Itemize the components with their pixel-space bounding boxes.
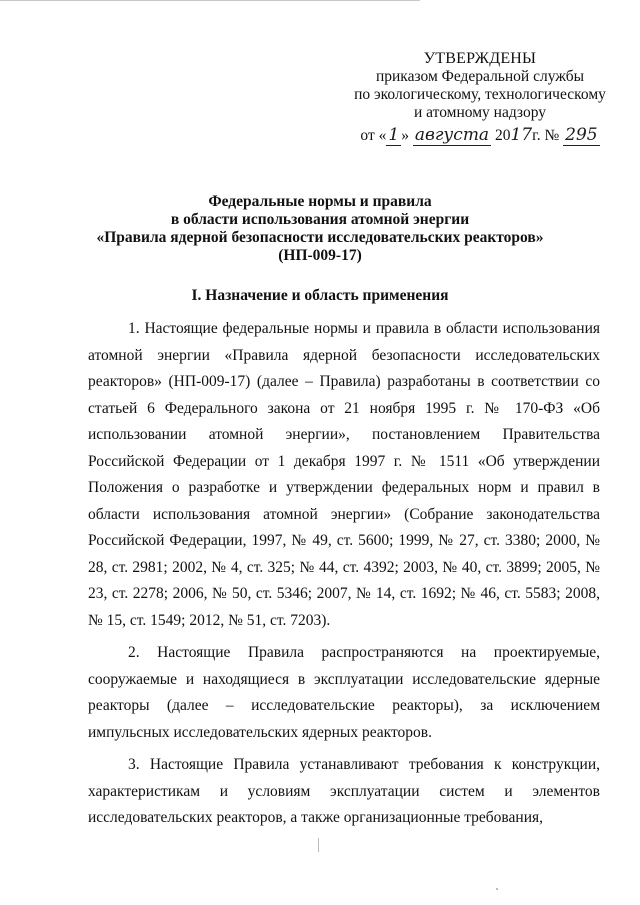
approval-date-line <box>340 126 620 145</box>
handwritten-month: августа <box>414 125 490 145</box>
paragraph-1: 1. Настоящие федеральные нормы и правила в области использования атомной энергии «Правила ядерной безопасности исследовательских реакторов» (НП-009-17) (далее – Правила) разработаны в соответствии со статьей 6 Федерального закона от 21 ноября 1995 г. № 170-ФЗ «Об использовании атомной энергии», постановлением Правительства Российской Федерации от 1 декабря 1997 г. № 1511 «Об утверждении Положения о разработке и утверждении федеральных норм и правил в области использования атомной энергии» (Собрание законодательства Российской Федерации, 1997, № 49, ст. 5600; 1999, № 27, ст. 3380; 2000, № 28, ст. 2981; 2002, № 4, ст. 325; № 44, ст. 4392; 2003, № 40, ст. 3899; 2005, № 23, ст. 2278; 2006, № 50, ст. 5346; 2007, № 14, ст. 1692; № 46, ст. 5583; 2008, № 15, ст. 1549; 2012, № 51, ст. 7203). <box>88 320 600 629</box>
year-prefix: 20 <box>494 127 511 144</box>
approval-line-3: и атомному надзору <box>414 104 546 121</box>
title-line-4: (НП-009-17) <box>278 247 362 264</box>
title-line-1: Федеральные нормы и правила <box>208 193 432 210</box>
title-line-3: «Правила ядерной безопасности исследовательских реакторов» <box>96 229 544 246</box>
scan-artifact <box>496 888 498 890</box>
section-heading: I. Назначение и область применения <box>191 287 449 304</box>
handwritten-number: 295 <box>565 125 598 145</box>
approval-line-2: по экологическому, технологическому <box>354 86 606 103</box>
year-tail: г. № <box>532 127 560 144</box>
scan-artifact <box>318 838 319 852</box>
date-separator: » <box>401 127 409 144</box>
handwritten-year: 17 <box>510 125 533 145</box>
scan-edge-line <box>0 0 420 1</box>
document-title <box>60 193 580 265</box>
approval-line-1: приказом Федеральной службы <box>375 68 585 85</box>
date-prefix: от « <box>360 127 387 144</box>
body-text <box>88 316 600 838</box>
approval-stamp <box>340 50 620 145</box>
title-line-2: в области использования атомной энергии <box>170 211 470 228</box>
approval-title: УТВЕРЖДЕНЫ <box>423 50 537 67</box>
paragraph-2: 2. Настоящие Правила распространяются на проектируемые, сооружаемые и находящиеся в эксплуатации исследовательские ядерные реакторы (далее – исследовательские реакторы), за исключением импульсных исследовательских ядерных реакторов. <box>88 644 600 741</box>
handwritten-day: 1 <box>388 125 400 145</box>
paragraph-3: 3. Настоящие Правила устанавливают требования к конструкции, характеристикам и условиям эксплуатации систем и элементов исследовательских реакторов, а также организационные требования, <box>88 756 600 826</box>
